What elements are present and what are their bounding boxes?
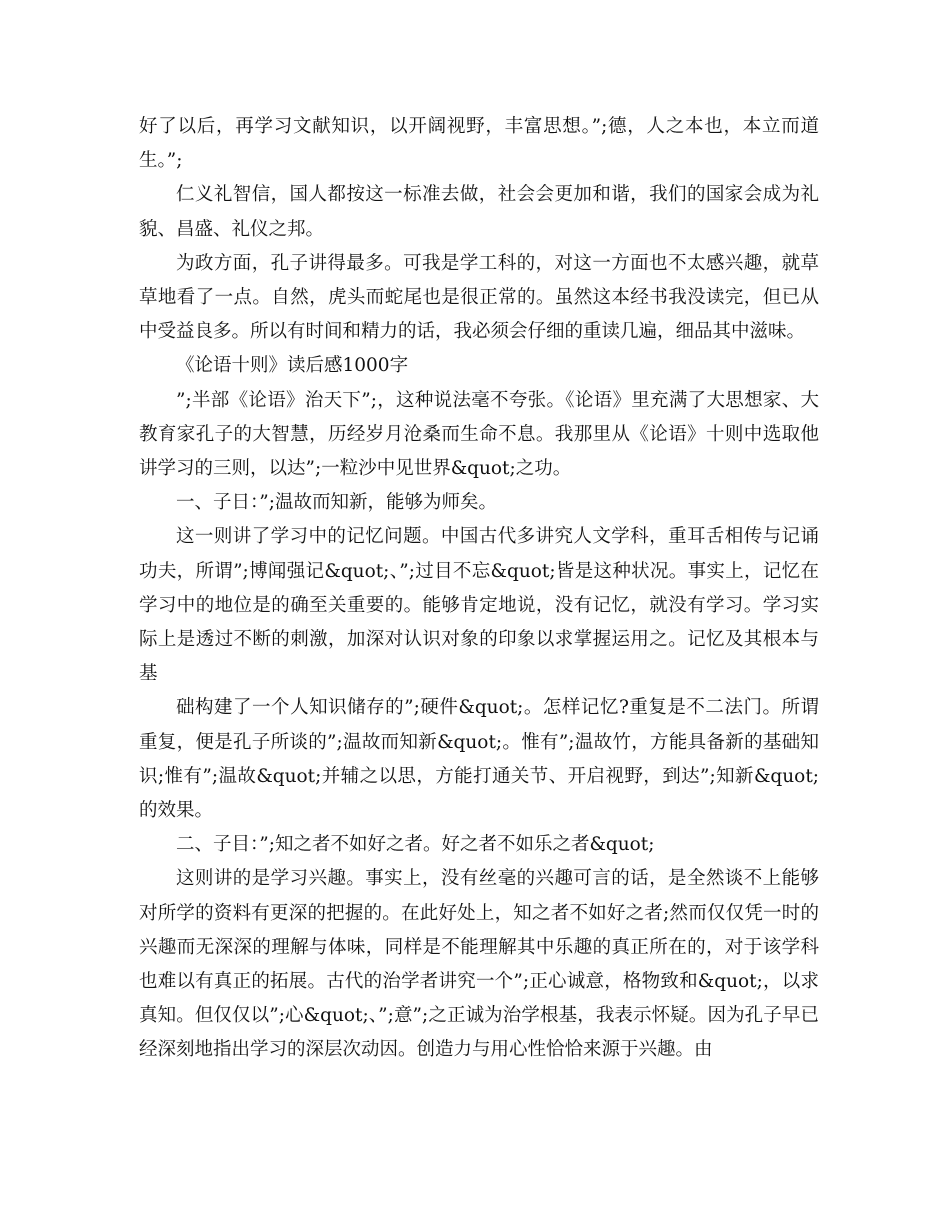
paragraph-1: 好了以后，再学习文献知识，以开阔视野，丰富思想。”;德，人之本也，本立而道生。”; <box>139 116 819 172</box>
paragraph-10: 这则讲的是学习兴趣。事实上，没有丝毫的兴趣可言的话，是全然谈不上能够对所学的资料有更深的把握的。在此好处上，知之者不如好之者;然而仅仅凭一时的兴趣而无深深的理解与体味，同样是不能理解其中乐趣的真正所在的，对于该学科也难以有真正的拓展。古代的治学者讲究一个”;正心诚意，格物致和&quot;，以求真知。但仅仅以”;心&quot;、”;意”;之正诚为治学根基，我表示怀疑。因为孔子早已经深刻地指出学习的深层次动因。创造力与用心性恰恰来源于兴趣。由 <box>139 868 819 1061</box>
paragraph-2: 仁义礼智信，国人都按这一标准去做，社会会更加和谐，我们的国家会成为礼貌、昌盛、礼仪之邦。 <box>139 184 819 240</box>
paragraph-8: 础构建了一个人知识储存的”;硬件&quot;。怎样记忆?重复是不二法门。所谓重复，便是孔子所谈的”;温故而知新&quot;。惟有”;温故竹，方能具备新的基础知识;惟有”;温故&quot;并辅之以思，方能打通关节、开启视野，到达”;知新&quot;的效果。 <box>139 697 819 822</box>
quote-item-1: 一、子日：”;温故而知新，能够为师矣。 <box>176 492 497 514</box>
paragraph-7: 这一则讲了学习中的记忆问题。中国古代多讲究人文学科，重耳舌相传与记诵功夫，所谓”;博闻强记&quot;、”;过目不忘&quot;皆是这种状况。事实上，记忆在学习中的地位是的确至关重要的。能够肯定地说，没有记忆，就没有学习。学习实际上是透过不断的刺激，加深对认识对象的印象以求掌握运用之。记忆及其根本与基 <box>139 526 819 685</box>
paragraph-5: ”;半部《论语》治天下”;，这种说法毫不夸张。《论语》里充满了大思想家、大教育家孔子的大智慧，历经岁月沧桑而生命不息。我那里从《论语》十则中选取他讲学习的三则，以达”;一粒沙中见世界&quot;之功。 <box>139 389 819 480</box>
section-heading: 《论语十则》读后感1000字 <box>176 355 409 377</box>
quote-item-2: 二、子目：”;知之者不如好之者。好之者不如乐之者&quot; <box>176 834 655 856</box>
document-body <box>139 110 819 1068</box>
paragraph-3: 为政方面，孔子讲得最多。可我是学工科的，对这一方面也不太感兴趣，就草草地看了一点。自然，虎头而蛇尾也是很正常的。虽然这本经书我没读完，但已从中受益良多。所以有时间和精力的话，我必须会仔细的重读几遍，细品其中滋味。 <box>139 252 819 343</box>
